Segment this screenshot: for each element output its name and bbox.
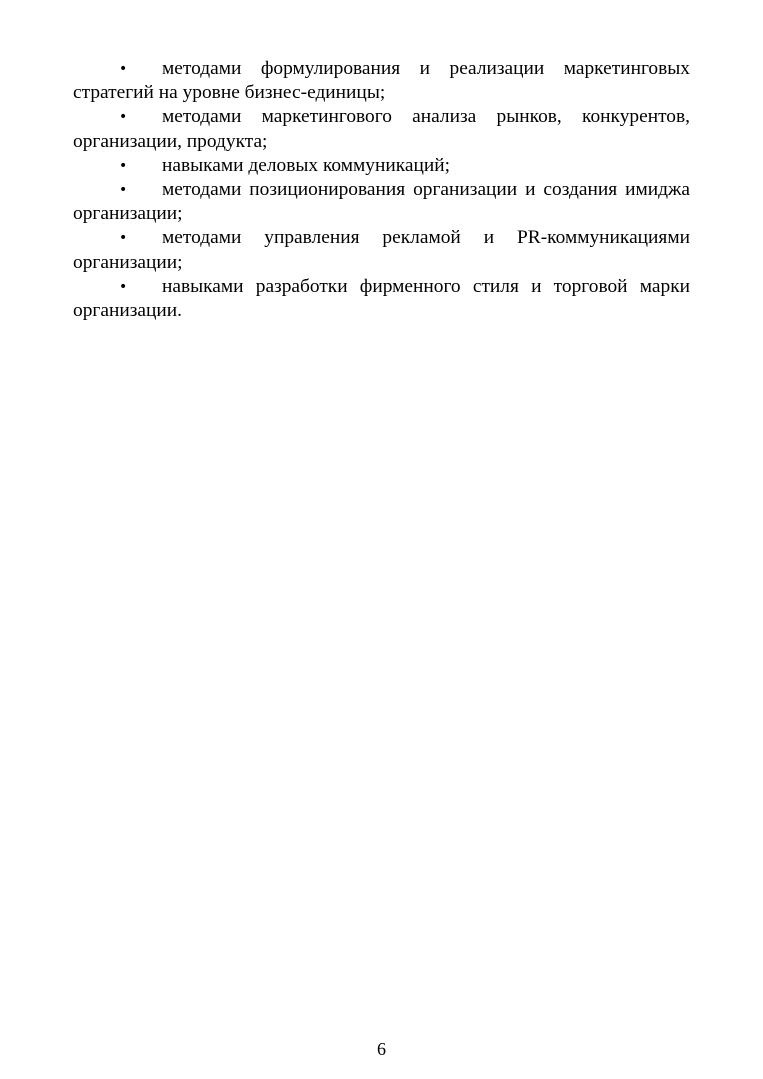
bullet-icon: • (119, 109, 128, 126)
bullet-list (73, 57, 690, 323)
list-item-text: методами управления рекламой и PR-коммуникациями организации; (73, 227, 690, 273)
list-item (73, 275, 690, 323)
page-number: 6 (377, 1039, 386, 1059)
bullet-icon: • (119, 157, 128, 174)
list-item (73, 105, 690, 153)
list-item-text: методами формулирования и реализации маркетинговых стратегий на уровне бизнес-единицы; (73, 58, 690, 104)
bullet-icon: • (119, 278, 128, 295)
list-item (73, 178, 690, 226)
list-item-text: методами позиционирования организации и создания имиджа организации; (73, 179, 690, 225)
list-item (73, 154, 690, 178)
bullet-icon: • (119, 182, 128, 199)
bullet-icon: • (119, 61, 128, 77)
list-item (73, 226, 690, 274)
list-item-text: навыками разработки фирменного стиля и торговой марки организации. (73, 275, 690, 322)
list-item-text: навыками деловых коммуникаций; (162, 154, 450, 176)
list-item-text: методами маркетингового анализа рынков, конкурентов, организации, продукта; (73, 106, 690, 152)
bullet-icon: • (119, 230, 128, 247)
list-item (73, 57, 690, 105)
